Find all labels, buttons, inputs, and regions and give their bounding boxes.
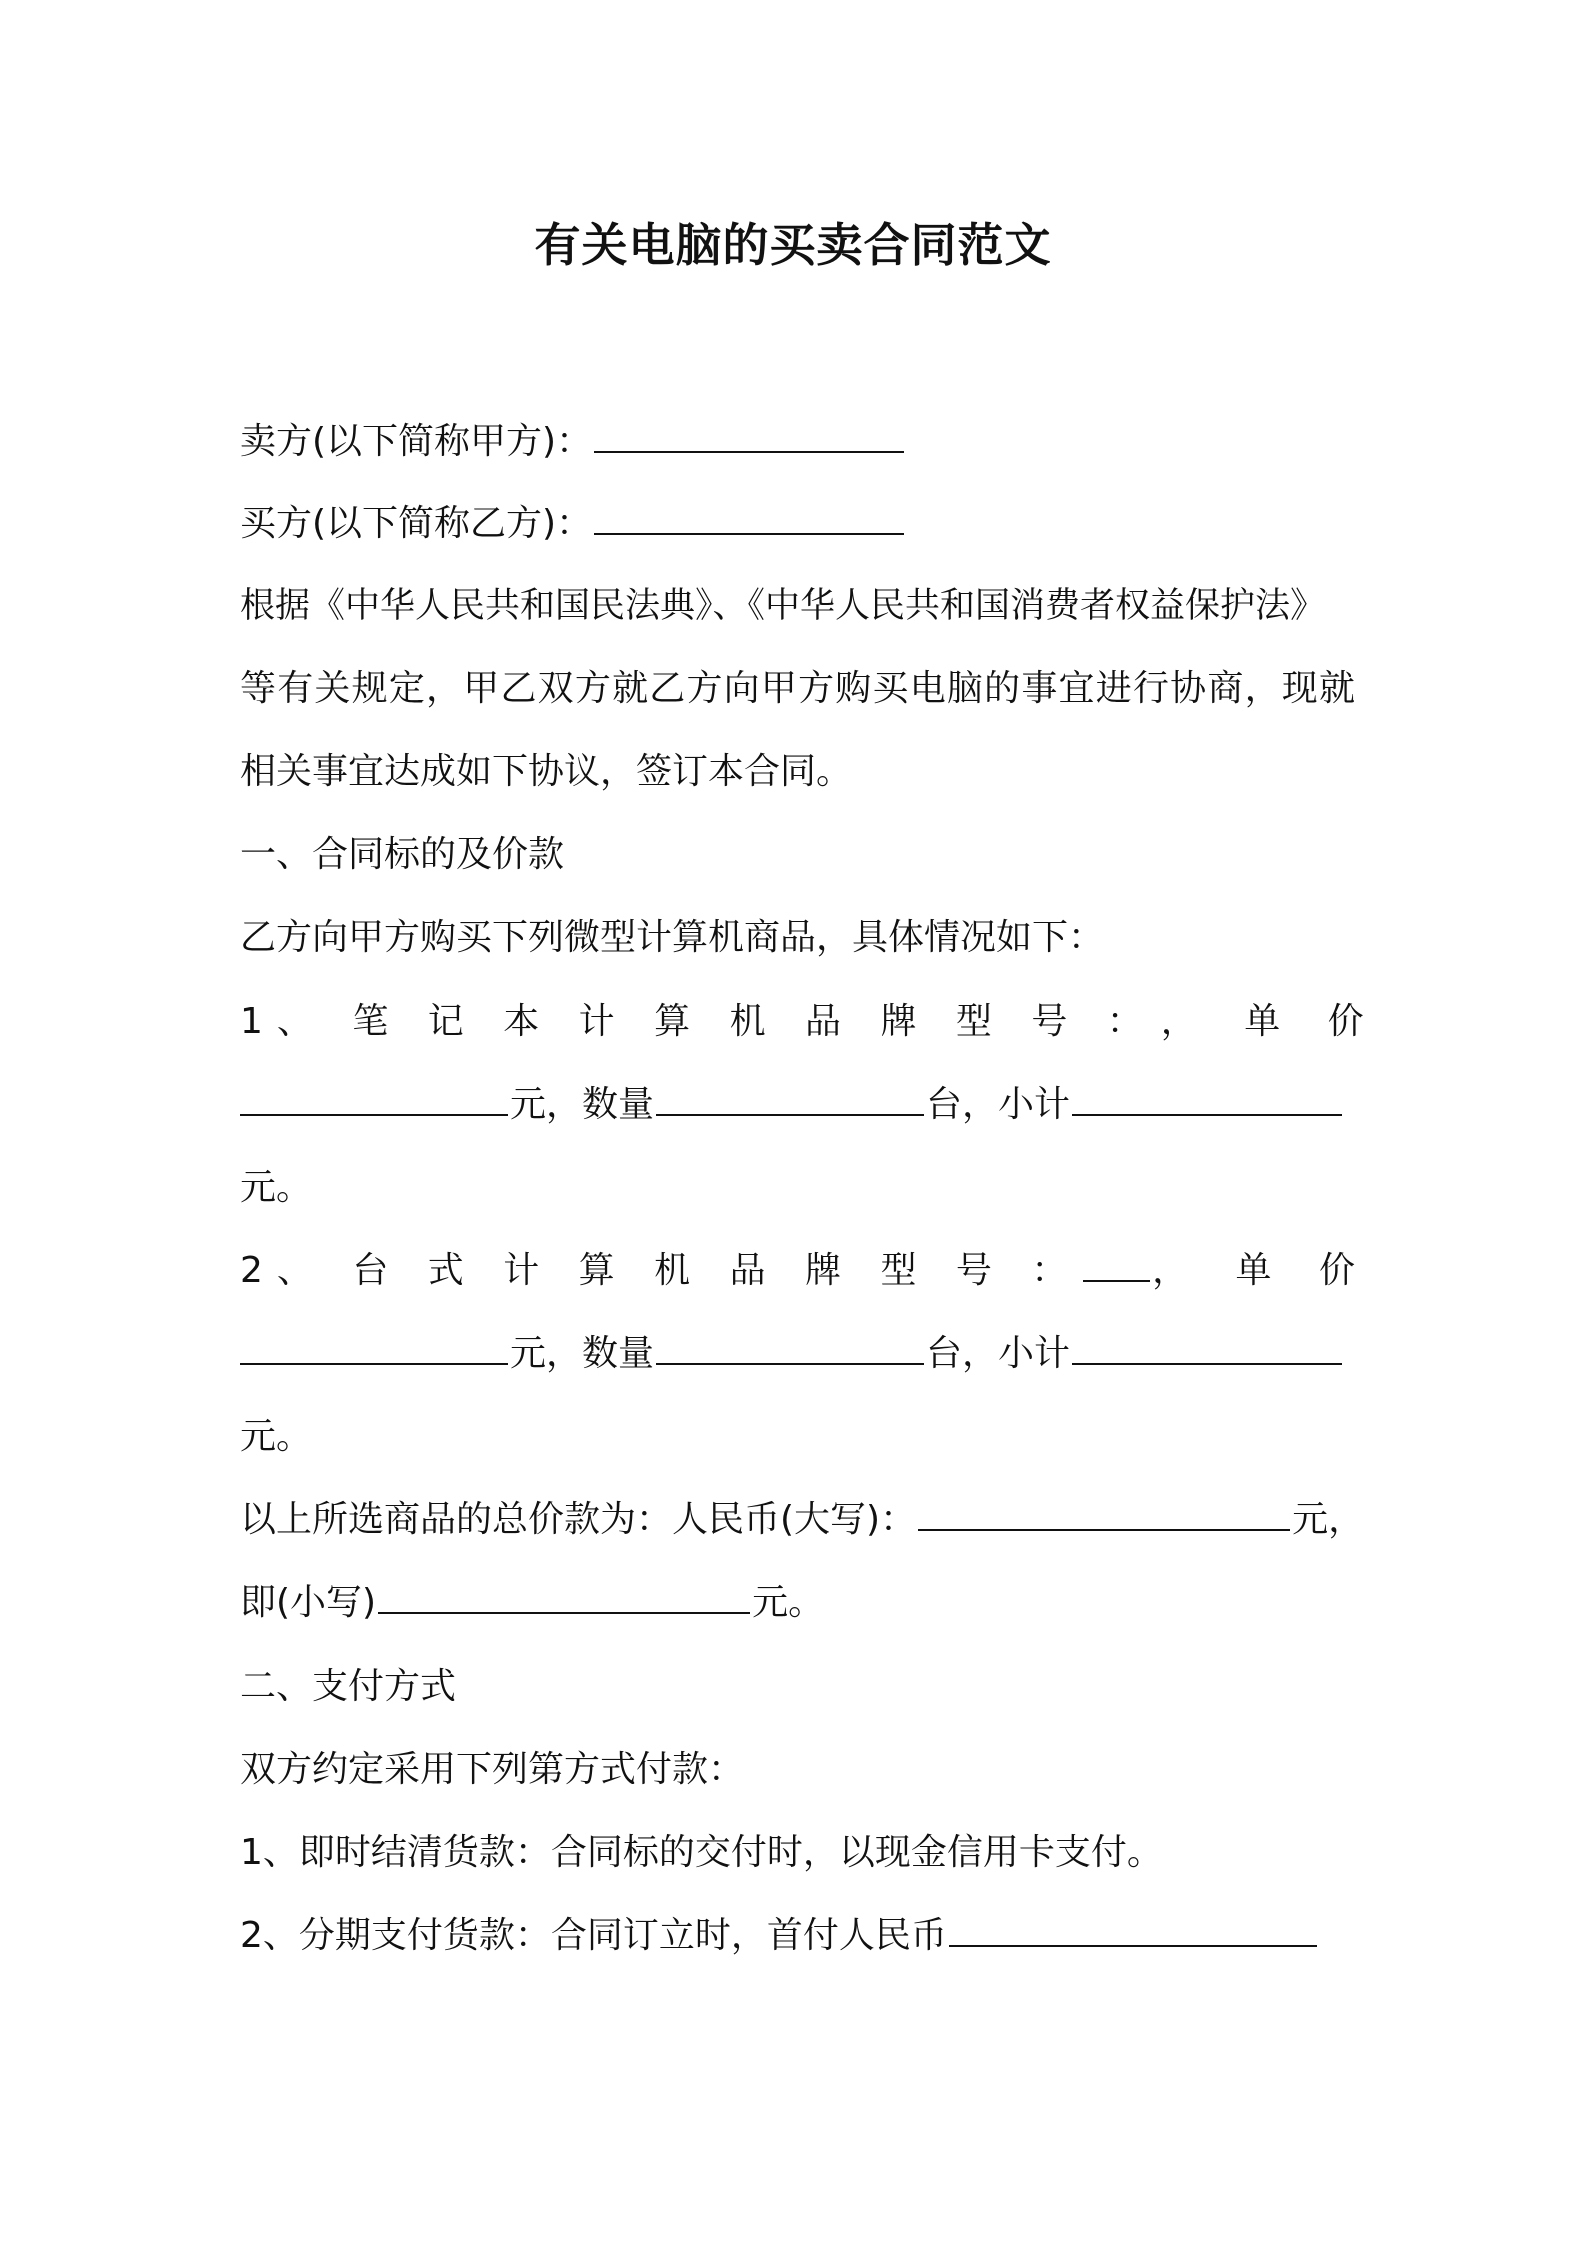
lowercase-yuan-end: 元。 [752, 1582, 825, 1623]
item1-yuan-end: 元。 [240, 1167, 313, 1208]
item2-price-blank[interactable] [240, 1333, 508, 1365]
payment-option-2: 2、分期支付货款：合同订立时，首付人民币 [240, 1915, 947, 1956]
item2-yuan-end: 元。 [240, 1416, 313, 1457]
item1-unit-price-label: ， 单 价 [1160, 1001, 1382, 1042]
item2-subtotal-label: 台，小计 [926, 1333, 1071, 1374]
buyer-label: 买方(以下简称乙方)： [240, 503, 593, 544]
section2-intro: 双方约定采用下列第方式付款： [240, 1749, 745, 1790]
total-lowercase-blank[interactable] [378, 1582, 750, 1614]
item1-yuan-qty-label: 元，数量 [510, 1084, 655, 1125]
section1-intro: 乙方向甲方购买下列微型计算机商品，具体情况如下： [240, 917, 1105, 958]
item2-line [240, 1245, 1373, 1297]
total-label: 以上所选商品的总价款为：人民币(大写)： [240, 1499, 917, 1540]
item2-yuan-qty-label: 元，数量 [510, 1333, 655, 1374]
down-payment-blank[interactable] [949, 1915, 1317, 1947]
item2-subtotal-blank[interactable] [1072, 1333, 1342, 1365]
section2-heading: 二、支付方式 [240, 1666, 457, 1707]
section1-heading: 一、合同标的及价款 [240, 834, 565, 875]
total-yuan-comma: 元， [1292, 1499, 1365, 1540]
item1-price-blank[interactable] [240, 1084, 508, 1116]
seller-blank[interactable] [594, 421, 904, 453]
item1-subtotal-blank[interactable] [1072, 1084, 1342, 1116]
buyer-blank[interactable] [594, 503, 904, 535]
total-uppercase-blank[interactable] [918, 1499, 1290, 1531]
item1-qty-blank[interactable] [656, 1084, 924, 1116]
intro-line-2: 等有关规定，甲乙双方就乙方向甲方购买电脑的事宜进行协商，现就 [240, 668, 1355, 709]
intro-line-3: 相关事宜达成如下协议，签订本合同。 [240, 751, 853, 792]
item2-detail-line [240, 1328, 1355, 1380]
document-title: 有关电脑的买卖合同范文 [534, 218, 1052, 272]
item1-detail-line [240, 1079, 1355, 1131]
item1-subtotal-label: 台，小计 [926, 1084, 1071, 1125]
payment-option-2-line [240, 1910, 1355, 1962]
seller-label: 卖方(以下简称甲方)： [240, 421, 593, 462]
lowercase-label: 即(小写) [240, 1582, 377, 1623]
item2-qty-blank[interactable] [656, 1333, 924, 1365]
seller-line [240, 416, 1355, 468]
buyer-line [240, 498, 1355, 550]
item2-model-blank[interactable] [1083, 1250, 1150, 1282]
item1-line [240, 996, 1382, 1048]
item2-label: 2、 台 式 计 算 机 品 牌 型 号 ： [240, 1250, 1082, 1291]
lowercase-line [240, 1577, 1355, 1629]
payment-option-1: 1、即时结清货款：合同标的交付时，以现金信用卡支付。 [240, 1832, 1163, 1873]
item2-unit-price-label: ， 单 价 [1152, 1250, 1373, 1291]
item1-label: 1、 笔 记 本 计 算 机 品 牌 型 号 ： [240, 1001, 1157, 1042]
intro-line-1: 根据《中华人民共和国民法典》、《中华人民共和国消费者权益保护法》 [240, 586, 1326, 626]
total-line [240, 1494, 1365, 1546]
